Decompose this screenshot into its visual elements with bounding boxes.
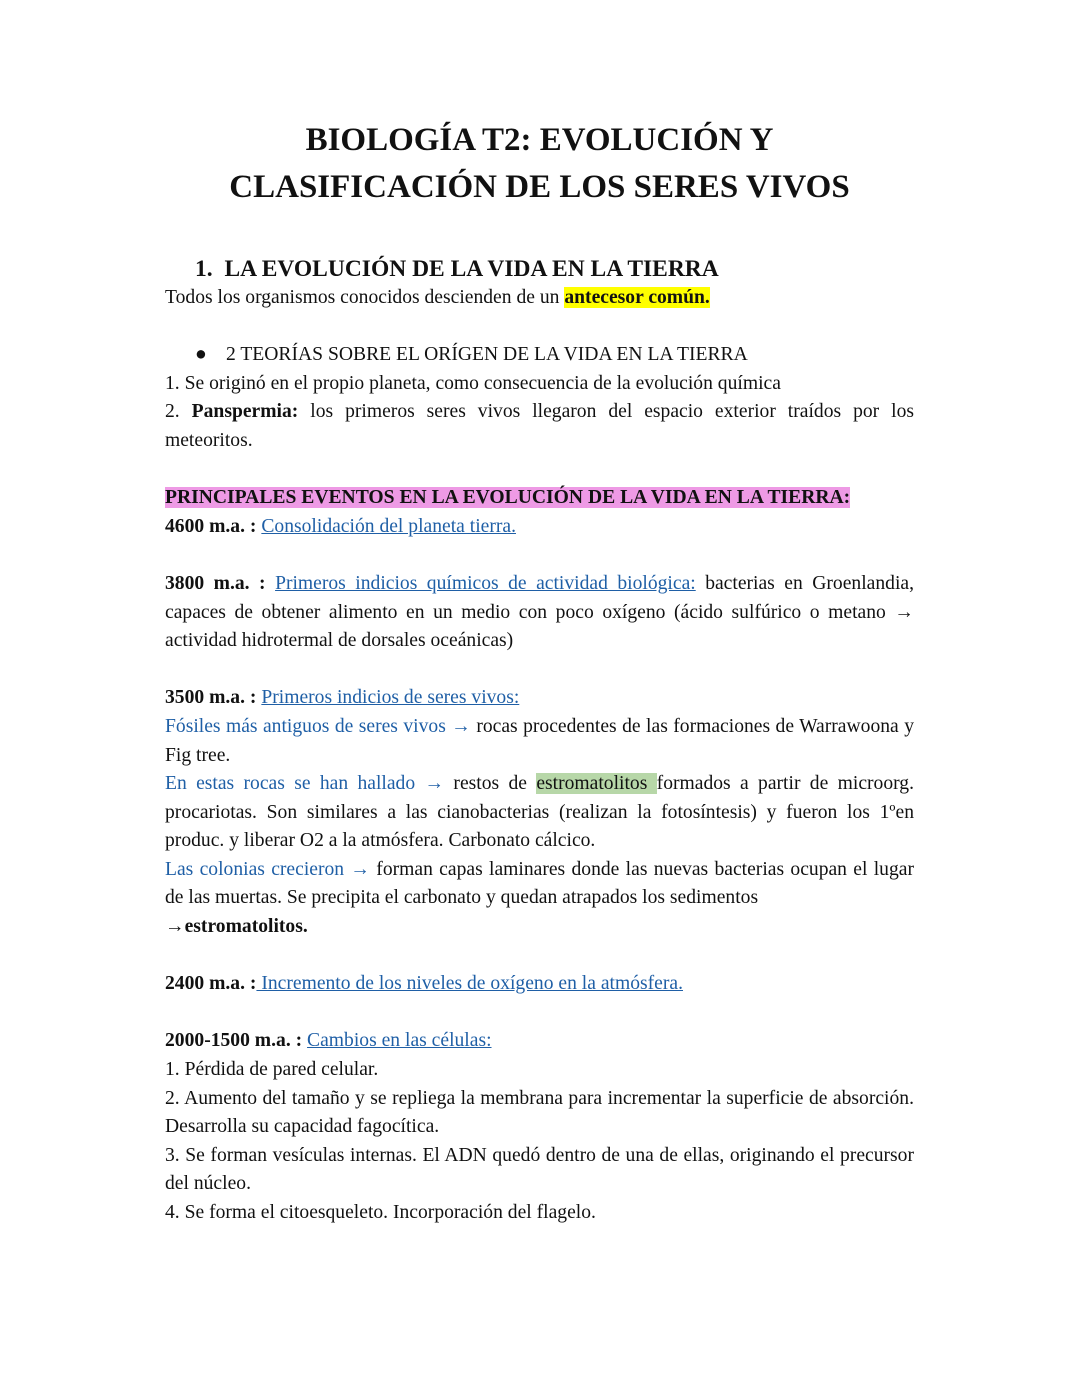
event-2000-label: 2000-1500 m.a. : bbox=[165, 1030, 303, 1052]
cell-change-item: 3. Se forman vesículas internas. El ADN quedó dentro de una de ellas, originando el precursor del núcleo. bbox=[165, 1144, 914, 1195]
theories-bullet bbox=[165, 341, 914, 370]
intro-text: Todos los organismos conocidos descienden de un bbox=[165, 287, 565, 308]
theory-item-2-prefix: 2. bbox=[165, 401, 192, 423]
cell-change-item: 1. Pérdida de pared celular. bbox=[165, 1059, 379, 1081]
event-2400-link[interactable]: Incremento de los niveles de oxígeno en la atmósfera. bbox=[256, 973, 683, 995]
event-3500 bbox=[165, 684, 914, 713]
section-1-heading bbox=[195, 255, 914, 284]
section-heading-text: LA EVOLUCIÓN DE LA VIDA EN LA TIERRA bbox=[224, 256, 719, 282]
event-3500-paragraph-3 bbox=[165, 856, 914, 913]
cell-change-item: 4. Se forma el citoesqueleto. Incorporación del flagelo. bbox=[165, 1202, 596, 1223]
theory-item-2 bbox=[165, 398, 914, 455]
section-number: 1. bbox=[195, 256, 213, 282]
event-3500-p2-text-2: formados a partir de microorg. procariotas. Son similares a las cianobacterias (realizan la fotosíntesis) y fueron los 1ºen produc. y liberar O2 a la atmósfera. Carbonato cálcico. bbox=[165, 773, 915, 852]
event-3500-p1-text: rocas procedentes de las formaciones de Warrawoona y Fig tree. bbox=[165, 715, 914, 766]
events-heading bbox=[165, 484, 914, 513]
theory-item-2-text: los primeros seres vivos llegaron del espacio exterior traídos por los meteoritos. bbox=[165, 401, 915, 451]
event-4600-label: 4600 m.a. : bbox=[165, 515, 257, 537]
event-3800-link[interactable]: Primeros indicios químicos de actividad biológica: bbox=[275, 572, 696, 594]
bullet-icon: ● bbox=[195, 344, 207, 366]
panspermia-term: Panspermia: bbox=[191, 401, 299, 423]
event-3500-link[interactable]: Primeros indicios de seres vivos: bbox=[261, 687, 520, 709]
theories-bullet-text: 2 TEORÍAS SOBRE EL ORÍGEN DE LA VIDA EN LA TIERRA bbox=[226, 344, 748, 366]
event-3500-paragraph-2 bbox=[165, 770, 914, 856]
title-line-2: CLASIFICACIÓN DE LOS SERES VIVOS bbox=[229, 169, 850, 205]
document-title bbox=[165, 0, 914, 211]
event-3500-p3-lead: Las colonias crecieron → bbox=[165, 858, 370, 880]
event-2000-link[interactable]: Cambios en las células: bbox=[307, 1030, 492, 1052]
cell-change-item: 2. Aumento del tamaño y se repliega la membrana para incrementar la superficie de absorción. Desarrolla su capacidad fagocítica. bbox=[165, 1087, 914, 1138]
event-3500-p1-lead: Fósiles más antiguos de seres vivos → bbox=[165, 715, 471, 737]
intro-highlight: antecesor común. bbox=[564, 287, 710, 308]
theory-item-1: 1. Se originó en el propio planeta, como consecuencia de la evolución química bbox=[165, 372, 781, 394]
event-2400 bbox=[165, 970, 914, 999]
event-3500-p2-lead: En estas rocas se han hallado → bbox=[165, 773, 445, 795]
event-3800-text: bacterias en Groenlandia, capaces de obtener alimento en un medio con poco oxígeno (ácido sulfúrico o metano → actividad hidrotermal de dorsales oceánicas) bbox=[165, 572, 914, 652]
event-4600 bbox=[165, 513, 914, 542]
event-3800-label: 3800 m.a. : bbox=[165, 572, 266, 594]
event-3500-paragraph-1 bbox=[165, 713, 914, 770]
event-2400-label: 2400 m.a. : bbox=[165, 973, 257, 995]
intro-paragraph bbox=[165, 284, 914, 313]
estromatolitos-highlight: estromatolitos bbox=[536, 773, 657, 795]
event-2000 bbox=[165, 1027, 914, 1056]
title-line-1: BIOLOGÍA T2: EVOLUCIÓN Y bbox=[305, 122, 774, 158]
event-3500-label: 3500 m.a. : bbox=[165, 687, 257, 709]
event-3500-conclusion: →estromatolitos. bbox=[165, 916, 308, 938]
event-4600-link[interactable]: Consolidación del planeta tierra. bbox=[261, 515, 516, 537]
events-heading-text: PRINCIPALES EVENTOS EN LA EVOLUCIÓN DE LA VIDA EN LA TIERRA: bbox=[165, 487, 851, 509]
event-3500-p3-text: forman capas laminares donde las nuevas bacterias ocupan el lugar de las muertas. Se precipita el carbonato y quedan atrapados los sedimentos bbox=[165, 858, 914, 909]
event-3800 bbox=[165, 570, 914, 656]
event-3500-p2-text-1: restos de bbox=[444, 773, 537, 795]
